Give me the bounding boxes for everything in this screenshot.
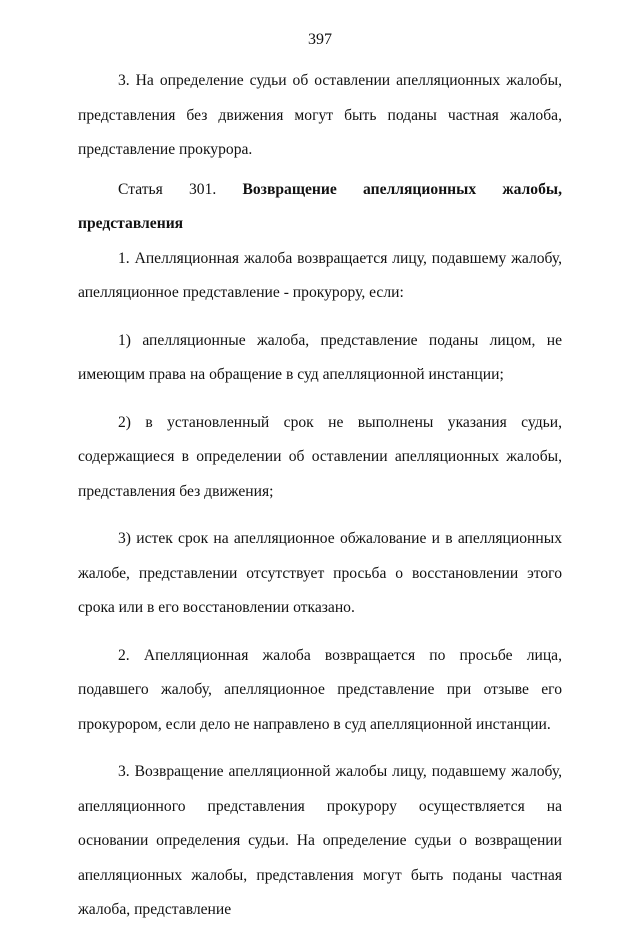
paragraph: 3. На определение судьи об оставлении апелляционных жалобы, представления без движения могут быть поданы частная жалоба, представление прокурора.	[78, 72, 562, 158]
document-body	[78, 64, 562, 941]
article-number: Статья 301.	[118, 180, 217, 198]
page-number: 397	[308, 31, 332, 48]
list-item: 2) в установленный срок не выполнены указания судьи, содержащиеся в определении об оставлении апелляционных жалобы, представления без движения;	[78, 413, 562, 500]
paragraph: 1. Апелляционная жалоба возвращается лицу, подавшему жалобу, апелляционное представление - прокурору, если:	[78, 249, 562, 301]
article-heading	[78, 173, 562, 242]
article-title: Возвращение апелляционных жалобы, представления	[78, 180, 562, 232]
list-item: 3) истек срок на апелляционное обжалование и в апелляционных жалобе, представлении отсутствует просьба о восстановлении этого срока или в его восстановлении отказано.	[78, 530, 562, 616]
paragraph: 3. Возвращение апелляционной жалобы лицу, подавшему жалобу, апелляционного представления прокурору осуществляется на основании определения судьи. На определение судьи о возвращении апелляционных жалобы, представления могут быть поданы частная жалоба, представление	[78, 763, 562, 918]
list-item: 1) апелляционные жалоба, представление поданы лицом, не имеющим права на обращение в суд апелляционной инстанции;	[78, 331, 562, 383]
paragraph: 2. Апелляционная жалоба возвращается по просьбе лица, подавшего жалобу, апелляционное представление при отзыве его прокурором, если дело не направлено в суд апелляционной инстанции.	[78, 646, 562, 733]
